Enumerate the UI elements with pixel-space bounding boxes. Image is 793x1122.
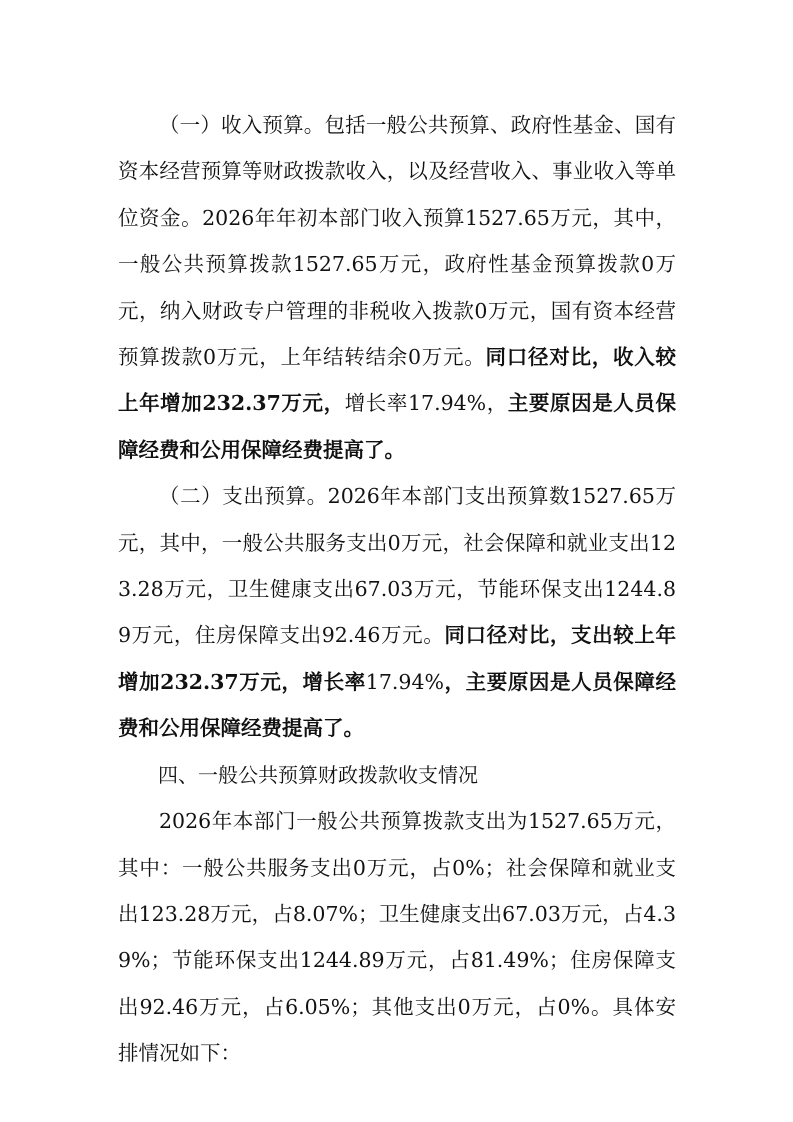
income-comparison-bold: 同口径对比，收入较上年增加232.37万元， (118, 345, 677, 416)
expenditure-budget-paragraph (118, 473, 676, 751)
document-page (118, 102, 676, 1077)
expenditure-growth-rate: 17.94% (365, 669, 444, 694)
income-budget-text: （一）收入预算。包括一般公共预算、政府性基金、国有资本经营预算等财政拨款收入，以及经营收入、事业收入等单位资金。2026年年初本部门收入预算1527.65万元，其中，一般公共预算拨款1527.65万元，政府性基金预算拨款0万元，纳入财政专户管理的非税收入拨款0万元，国有资本经营预算拨款0万元，上年结转结余0万元。 (118, 113, 676, 370)
section-heading-4: 四、一般公共预算财政拨款收支情况 (158, 762, 478, 787)
expenditure-comparison-bold: 同口径对比，支出较上年增加232.37万元，增长率 (118, 623, 676, 694)
expenditure-reason-bold: ，主要原因是人员保障经费和公用保障经费提高了。 (118, 669, 676, 741)
income-reason-bold: 主要原因是人员保障经费和公用保障经费提高了。 (118, 391, 676, 462)
income-budget-paragraph (118, 102, 676, 473)
general-budget-paragraph: 2026年本部门一般公共预算拨款支出为1527.65万元，其中：一般公共服务支出0万元，占0%；社会保障和就业支出123.28万元，占8.07%；卫生健康支出67.03万元，占4.39%；节能环保支出1244.89万元，占81.49%；住房保障支出92.46万元，占6.05%；其他支出0万元，占0%。具体安排情况如下： (118, 809, 676, 1066)
income-growth-rate: 增长率17.94%， (344, 391, 508, 416)
expenditure-budget-text: （二）支出预算。2026年本部门支出预算数1527.65万元，其中，一般公共服务支出0万元，社会保障和就业支出123.28万元，卫生健康支出67.03万元，节能环保支出1244.89万元，住房保障支出92.46万元。 (118, 484, 676, 648)
